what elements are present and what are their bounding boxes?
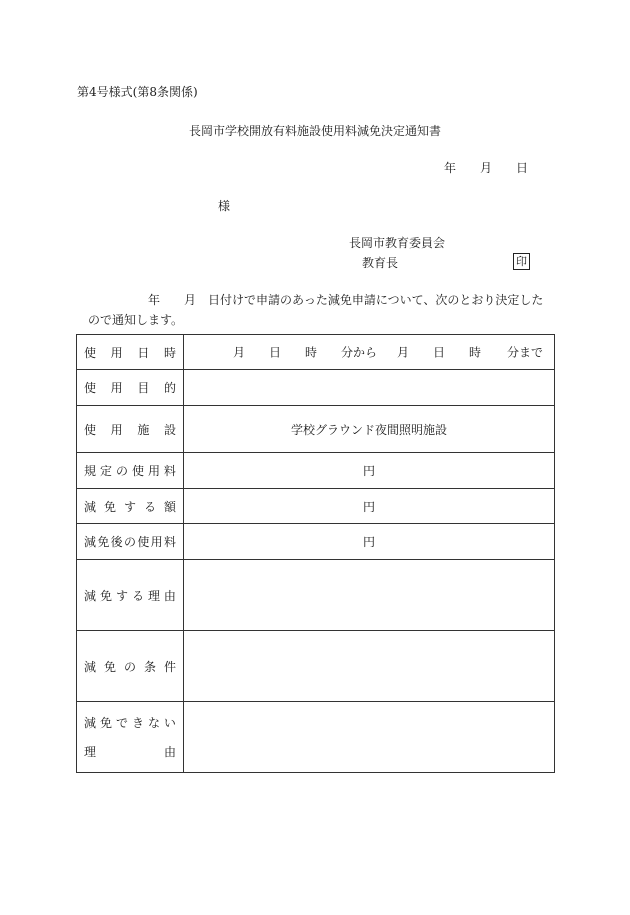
date-day-label: 日 bbox=[516, 161, 529, 175]
date-year-label: 年 bbox=[444, 161, 457, 175]
label-char: 後 bbox=[110, 535, 123, 549]
label-char: の bbox=[115, 464, 128, 478]
row-fee-after-reduction bbox=[77, 524, 555, 560]
label-char: で bbox=[115, 716, 128, 730]
label-char: 設 bbox=[163, 422, 176, 437]
label-char: 条 bbox=[143, 659, 156, 674]
label-usage-purpose bbox=[77, 370, 184, 406]
label-char: い bbox=[163, 716, 176, 730]
body-year: 年 bbox=[148, 293, 161, 307]
label-char: な bbox=[147, 716, 160, 730]
form-number: 第4号様式(第8条関係) bbox=[77, 85, 198, 99]
label-char: る bbox=[143, 499, 156, 514]
value-usage-purpose[interactable] bbox=[184, 370, 555, 406]
label-char: 免 bbox=[99, 716, 112, 730]
label-char: 用 bbox=[150, 535, 163, 549]
seal-stamp: 印 bbox=[513, 253, 530, 270]
label-char: 使 bbox=[131, 464, 144, 478]
row-reduction-conditions bbox=[77, 631, 555, 702]
label-char: 日 bbox=[137, 345, 150, 360]
usage-day2: 日 bbox=[433, 345, 446, 360]
row-denial-reason bbox=[77, 702, 555, 773]
label-usage-datetime bbox=[77, 335, 184, 370]
label-char: 由 bbox=[163, 588, 176, 603]
label-char: 免 bbox=[99, 588, 112, 603]
label-char: 減 bbox=[84, 535, 97, 549]
label-char: 定 bbox=[99, 464, 112, 478]
label-char: 額 bbox=[163, 499, 176, 514]
label-char: 的 bbox=[163, 381, 176, 395]
body-text-line1: 日付けで申請のあった減免申請について、次のとおり決定した bbox=[208, 293, 544, 307]
usage-hour2: 時 bbox=[469, 345, 482, 360]
label-char: 使 bbox=[84, 381, 97, 395]
label-char: 理 bbox=[147, 588, 160, 603]
label-char: る bbox=[131, 588, 144, 603]
label-char: 用 bbox=[147, 464, 160, 478]
value-usage-datetime[interactable] bbox=[184, 335, 555, 370]
row-usage-datetime bbox=[77, 335, 555, 370]
label-char: の bbox=[123, 535, 136, 549]
issuer-organization: 長岡市教育委員会 bbox=[349, 236, 446, 250]
value-fee-after-reduction[interactable]: 円 bbox=[184, 524, 555, 560]
label-char: き bbox=[131, 716, 144, 730]
value-reduction-reason[interactable] bbox=[184, 560, 555, 631]
usage-month1: 月 bbox=[233, 345, 246, 360]
label-reduction-amount bbox=[77, 489, 184, 524]
label-char: 理 bbox=[84, 745, 97, 759]
usage-hour1: 時 bbox=[305, 345, 318, 360]
value-facility[interactable]: 学校グラウンド夜間照明施設 bbox=[184, 406, 555, 453]
label-fee-after-reduction bbox=[77, 524, 184, 560]
issuer-role: 教育長 bbox=[362, 256, 399, 270]
label-facility bbox=[77, 406, 184, 453]
row-reduction-amount bbox=[77, 489, 555, 524]
label-char: 使 bbox=[137, 535, 150, 549]
label-char: 減 bbox=[84, 716, 97, 730]
row-standard-fee bbox=[77, 453, 555, 489]
row-usage-purpose bbox=[77, 370, 555, 406]
value-standard-fee[interactable]: 円 bbox=[184, 453, 555, 489]
label-char: 減 bbox=[84, 588, 97, 603]
body-text-line2: ので通知します。 bbox=[88, 313, 184, 327]
label-char: 用 bbox=[110, 381, 123, 395]
addressee-honorific: 様 bbox=[218, 199, 231, 213]
label-char: 用 bbox=[110, 345, 123, 360]
decision-form-table bbox=[76, 334, 555, 773]
label-char: 減 bbox=[84, 659, 97, 674]
body-month: 月 bbox=[184, 293, 197, 307]
row-facility bbox=[77, 406, 555, 453]
label-char: 使 bbox=[84, 345, 97, 360]
usage-to: 分まで bbox=[507, 345, 544, 360]
label-char: 規 bbox=[84, 464, 97, 478]
label-char: 時 bbox=[163, 345, 176, 360]
label-char: 免 bbox=[97, 535, 110, 549]
label-char: 施 bbox=[137, 422, 150, 437]
label-char: 由 bbox=[163, 745, 176, 759]
label-char: 件 bbox=[163, 659, 176, 674]
label-char: 免 bbox=[103, 659, 116, 674]
label-char: 減 bbox=[84, 499, 97, 514]
label-char: 使 bbox=[84, 422, 97, 437]
document-title: 長岡市学校開放有料施設使用料減免決定通知書 bbox=[188, 124, 441, 138]
label-char: 料 bbox=[163, 464, 176, 478]
label-denial-reason bbox=[77, 702, 184, 773]
usage-day1: 日 bbox=[269, 345, 282, 360]
value-denial-reason[interactable] bbox=[184, 702, 555, 773]
label-reduction-reason bbox=[77, 560, 184, 631]
label-char: 料 bbox=[163, 535, 176, 549]
label-char: 目 bbox=[137, 381, 150, 395]
value-reduction-conditions[interactable] bbox=[184, 631, 555, 702]
label-char: す bbox=[123, 499, 136, 514]
label-standard-fee bbox=[77, 453, 184, 489]
label-char: の bbox=[123, 659, 136, 674]
usage-from: 分から bbox=[341, 345, 378, 360]
usage-month2: 月 bbox=[397, 345, 410, 360]
label-char: 用 bbox=[110, 422, 123, 437]
label-char: す bbox=[115, 588, 128, 603]
label-char: 免 bbox=[103, 499, 116, 514]
label-reduction-conditions bbox=[77, 631, 184, 702]
row-reduction-reason bbox=[77, 560, 555, 631]
date-month-label: 月 bbox=[480, 161, 493, 175]
value-reduction-amount[interactable]: 円 bbox=[184, 489, 555, 524]
